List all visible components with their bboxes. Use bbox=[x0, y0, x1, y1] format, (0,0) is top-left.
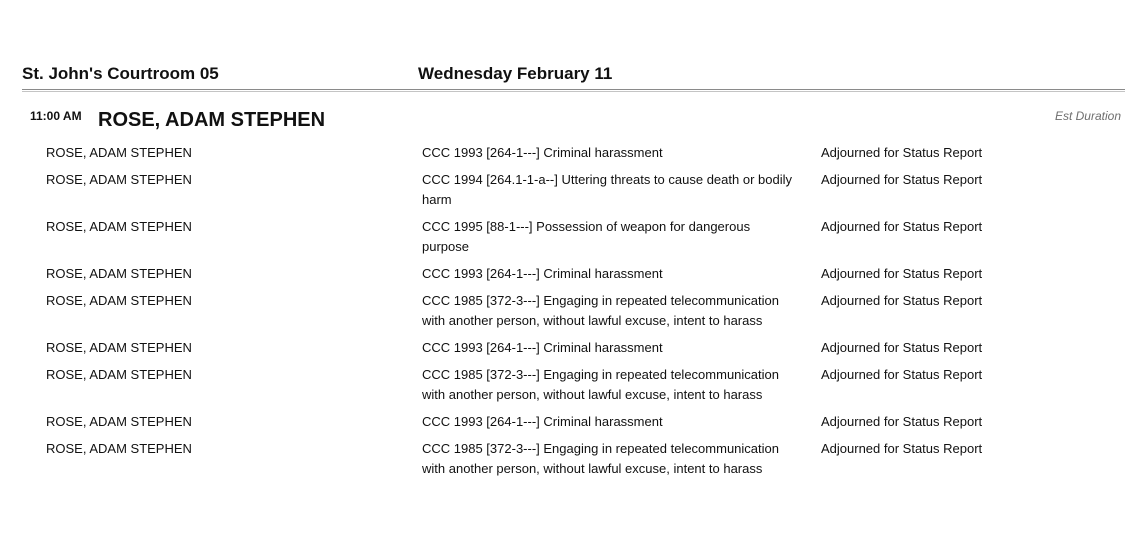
row-charge: CCC 1985 [372-3---] Engaging in repeated telecommunication with another person, without lawful excuse, intent to harass bbox=[422, 293, 779, 328]
row-accused-name: ROSE, ADAM STEPHEN bbox=[46, 172, 192, 187]
row-accused-name: ROSE, ADAM STEPHEN bbox=[46, 145, 192, 160]
header-divider bbox=[22, 89, 1125, 90]
row-charge: CCC 1985 [372-3---] Engaging in repeated telecommunication with another person, without lawful excuse, intent to harass bbox=[422, 367, 779, 402]
row-accused-name: ROSE, ADAM STEPHEN bbox=[46, 340, 192, 355]
row-status: Adjourned for Status Report bbox=[821, 367, 983, 382]
charge-row bbox=[0, 412, 1125, 432]
courtroom-title: St. John's Courtroom 05 bbox=[22, 64, 219, 83]
row-accused-name: ROSE, ADAM STEPHEN bbox=[46, 266, 192, 281]
charge-row bbox=[0, 291, 1125, 331]
row-accused-name: ROSE, ADAM STEPHEN bbox=[46, 414, 192, 429]
row-status: Adjourned for Status Report bbox=[821, 266, 983, 281]
charge-row bbox=[0, 365, 1125, 405]
row-status: Adjourned for Status Report bbox=[821, 145, 983, 160]
row-charge: CCC 1993 [264-1---] Criminal harassment bbox=[422, 340, 663, 355]
row-status: Adjourned for Status Report bbox=[821, 172, 983, 187]
row-status: Adjourned for Status Report bbox=[821, 219, 983, 234]
case-time: 11:00 AM bbox=[30, 109, 82, 123]
charges-list bbox=[0, 143, 1125, 486]
row-charge: CCC 1995 [88-1---] Possession of weapon for dangerous purpose bbox=[422, 219, 751, 254]
charge-row bbox=[0, 338, 1125, 358]
est-duration-label: Est Duration bbox=[1054, 109, 1121, 123]
row-status: Adjourned for Status Report bbox=[821, 293, 983, 308]
row-charge: CCC 1993 [264-1---] Criminal harassment bbox=[422, 414, 663, 429]
row-accused-name: ROSE, ADAM STEPHEN bbox=[46, 219, 192, 234]
charge-row bbox=[0, 264, 1125, 284]
row-status: Adjourned for Status Report bbox=[821, 441, 983, 456]
row-status: Adjourned for Status Report bbox=[821, 414, 983, 429]
header-divider-secondary bbox=[22, 91, 1125, 92]
docket-date: Wednesday February 11 bbox=[418, 64, 613, 83]
row-charge: CCC 1994 [264.1-1-a--] Uttering threats to cause death or bodily harm bbox=[422, 172, 792, 207]
row-accused-name: ROSE, ADAM STEPHEN bbox=[46, 367, 192, 382]
charge-row bbox=[0, 143, 1125, 163]
row-charge: CCC 1985 [372-3---] Engaging in repeated telecommunication with another person, without lawful excuse, intent to harass bbox=[422, 441, 779, 476]
row-charge: CCC 1993 [264-1---] Criminal harassment bbox=[422, 266, 663, 281]
charge-row bbox=[0, 439, 1125, 479]
charge-row bbox=[0, 170, 1125, 210]
row-charge: CCC 1993 [264-1---] Criminal harassment bbox=[422, 145, 663, 160]
docket-header bbox=[22, 64, 1125, 86]
row-accused-name: ROSE, ADAM STEPHEN bbox=[46, 441, 192, 456]
row-accused-name: ROSE, ADAM STEPHEN bbox=[46, 293, 192, 308]
accused-name: ROSE, ADAM STEPHEN bbox=[98, 109, 326, 131]
charge-row bbox=[0, 217, 1125, 257]
row-status: Adjourned for Status Report bbox=[821, 340, 983, 355]
